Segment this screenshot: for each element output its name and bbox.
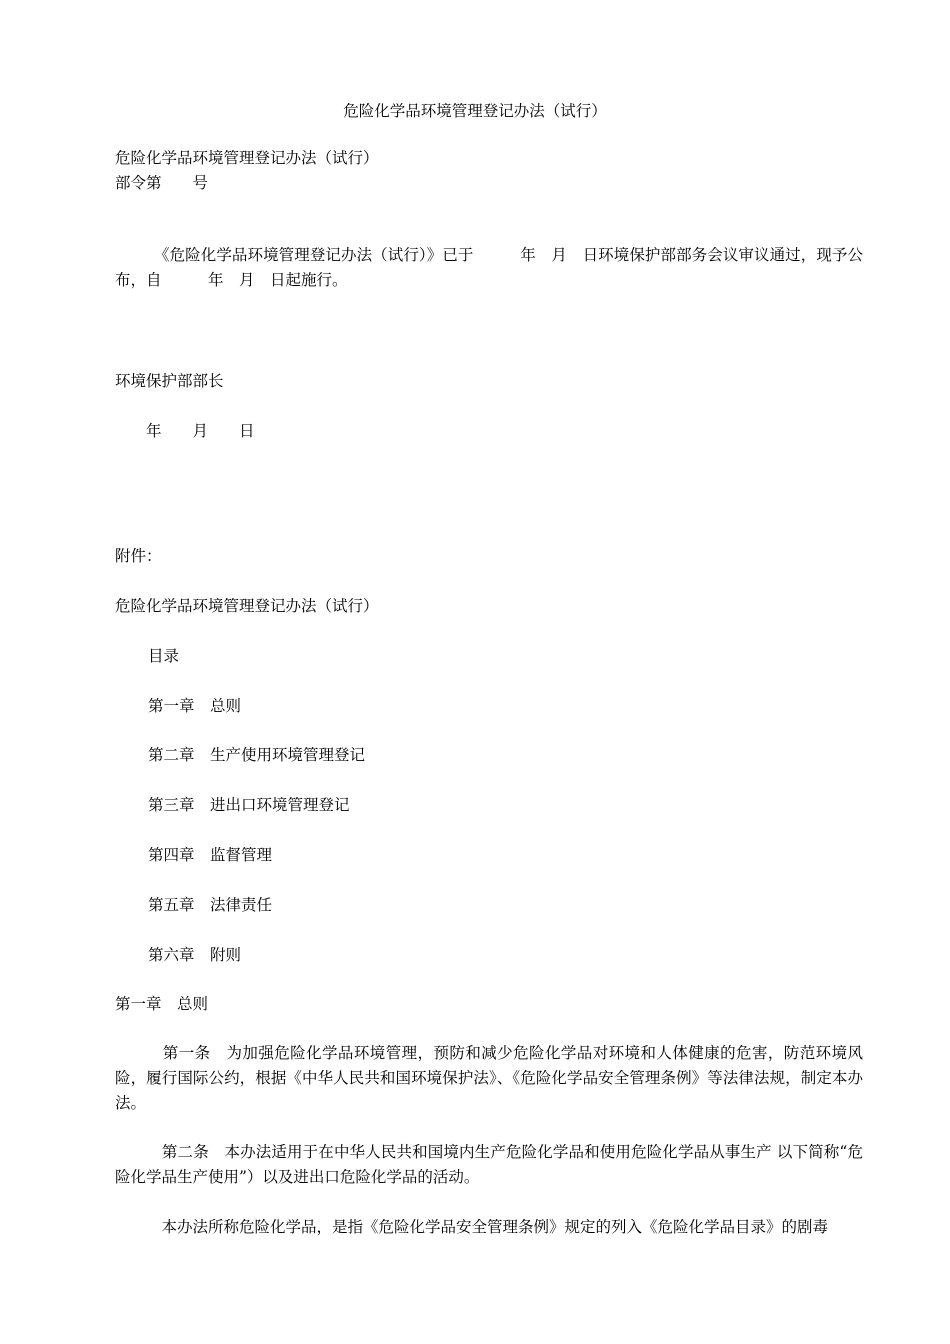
article-1: 第一条 为加强危险化学品环境管理，预防和减少危险化学品对环境和人体健康的危害，防范环境风险，履行国际公约，根据《中华人民共和国环境保护法》、《危险化学品安全管理条例》等法律法规，制定本办法。	[115, 1044, 863, 1112]
toc-item: 第四章 监督管理	[148, 846, 273, 864]
header-title: 危险化学品环境管理登记办法（试行）	[115, 149, 379, 167]
order-number: 部令第 号	[115, 174, 209, 192]
toc-item: 第五章 法律责任	[148, 896, 273, 914]
toc-item: 第二章 生产使用环境管理登记	[148, 746, 366, 764]
attachment-title: 危险化学品环境管理登记办法（试行）	[115, 597, 379, 615]
chapter-heading: 第一章 总则	[115, 995, 209, 1013]
attachment-label: 附件：	[115, 547, 162, 565]
article-2-paragraph-2: 本办法所称危险化学品，是指《危险化学品安全管理条例》规定的列入《危险化学品目录》的剧毒	[115, 1218, 829, 1236]
announcement-paragraph: 《危险化学品环境管理登记办法（试行）》已于 年 月 日环境保护部部务会议审议通过，现予公布，自 年 月 日起施行。	[115, 246, 863, 289]
toc-item: 第三章 进出口环境管理登记	[148, 796, 350, 814]
toc-item: 第六章 附则	[148, 946, 242, 964]
signatory: 环境保护部部长	[115, 372, 224, 390]
article-2: 第二条 本办法适用于在中华人民共和国境内生产危险化学品和使用危险化学品从事生产 以下简称“危险化学品生产使用”）以及进出口危险化学品的活动。	[115, 1143, 863, 1186]
document-title: 危险化学品环境管理登记办法（试行）	[343, 102, 607, 120]
toc-heading: 目录	[148, 647, 180, 665]
signature-date: 年 月 日	[115, 422, 255, 440]
toc-item: 第一章 总则	[148, 697, 242, 715]
